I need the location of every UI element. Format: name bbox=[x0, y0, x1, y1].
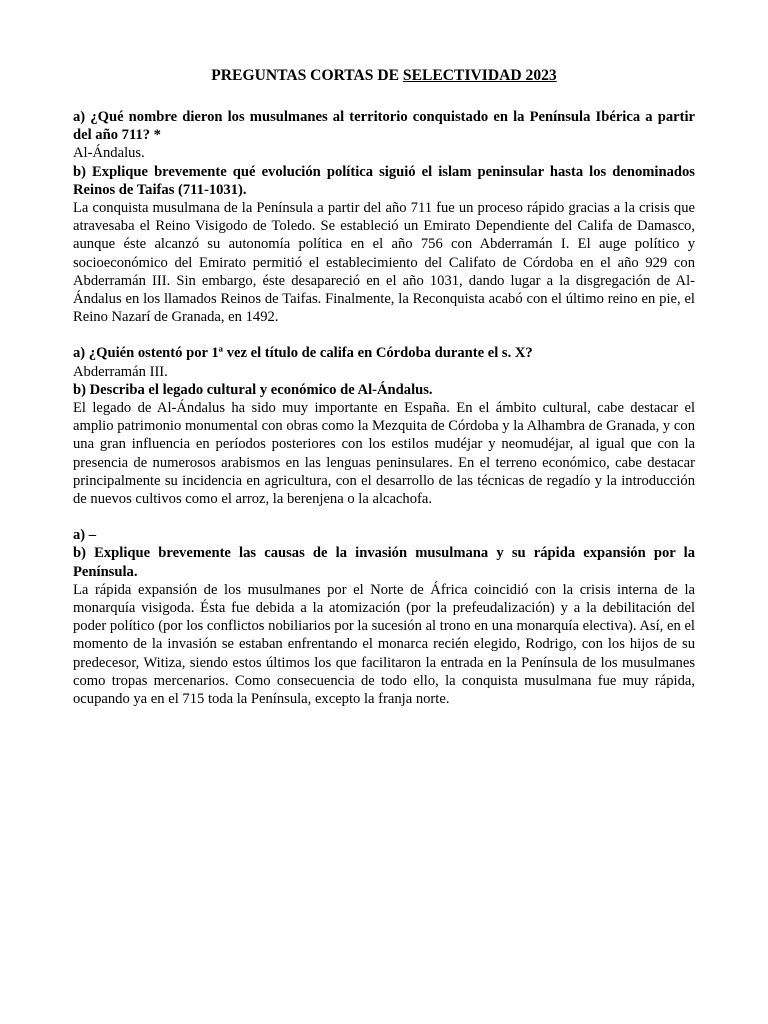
document-page bbox=[73, 66, 695, 726]
question-1b: b) Explique brevemente qué evolución política siguió el islam peninsular hasta los denominados Reinos de Taifas (711-1031). bbox=[73, 163, 695, 198]
answer-1b: La conquista musulmana de la Península a partir del año 711 fue un proceso rápido gracias a la crisis que atravesaba el Reino Visigodo de Toledo. Se estableció un Emirato Dependiente del Califa de Damasco, aunque éste alcanzó su autonomía política en el año 756 con Abderramán I. El auge político y socioeconómico del Emirato permitió el establecimiento del Califato de Córdoba en el año 929 con Abderramán III. Sin embargo, éste desapareció en el año 1031, dando lugar a la disgregación de Al-Ándalus en los llamados Reinos de Taifas. Finalmente, la Reconquista acabó con el último reino en pie, el Reino Nazarí de Granada, en 1492. bbox=[73, 200, 695, 326]
answer-2a: Abderramán III. bbox=[73, 363, 168, 380]
title-prefix: PREGUNTAS CORTAS DE bbox=[211, 67, 403, 84]
question-block-1 bbox=[73, 108, 695, 326]
question-2b: b) Describa el legado cultural y económico de Al-Ándalus. bbox=[73, 381, 433, 398]
question-2a: a) ¿Quién ostentó por 1ª vez el título de califa en Córdoba durante el s. X? bbox=[73, 345, 533, 362]
answer-2b: El legado de Al-Ándalus ha sido muy importante en España. En el ámbito cultural, cabe destacar el amplio patrimonio monumental con obras como la Mezquita de Córdoba y la Alhambra de Granada, y con una gran influencia en períodos posteriores con los estilos mudéjar y neomudéjar, al igual que con la presencia de numerosos arabismos en las lenguas peninsulares. En el terreno económico, cabe destacar principalmente su incidencia en agricultura, con el desarrollo de las técnicas de regadío y la introducción de nuevos cultivos como el arroz, la berenjena o la alcachofa. bbox=[73, 400, 695, 508]
answer-1a: Al-Ándalus. bbox=[73, 145, 145, 162]
question-1a: a) ¿Qué nombre dieron los musulmanes al territorio conquistado en la Península Ibérica a partir del año 711? * bbox=[73, 109, 695, 144]
question-3a: a) – bbox=[73, 527, 97, 544]
question-block-3 bbox=[73, 526, 695, 708]
question-block-2 bbox=[73, 344, 695, 508]
question-3b: b) Explique brevemente las causas de la invasión musulmana y su rápida expansión por la Península. bbox=[73, 545, 695, 580]
title-underlined: SELECTIVIDAD 2023 bbox=[402, 67, 557, 84]
page-title bbox=[73, 66, 695, 86]
answer-3b: La rápida expansión de los musulmanes por el Norte de África coincidió con la crisis interna de la monarquía visigoda. Ésta fue debida a la atomización (por la prefeudalización) y a la debilitación del poder político (por los conflictos nobiliarios por la sucesión al trono en una monarquía electiva). Así, en el momento de la invasión se estaban enfrentando el monarca recién elegido, Rodrigo, con los hijos de su predecesor, Witiza, siendo estos últimos los que facilitaron la entrada en la Península de los musulmanes como tropas mercenarios. Como consecuencia de todo ello, la conquista musulmana fue muy rápida, ocupando ya en el 715 toda la Península, excepto la franja norte. bbox=[73, 581, 695, 708]
